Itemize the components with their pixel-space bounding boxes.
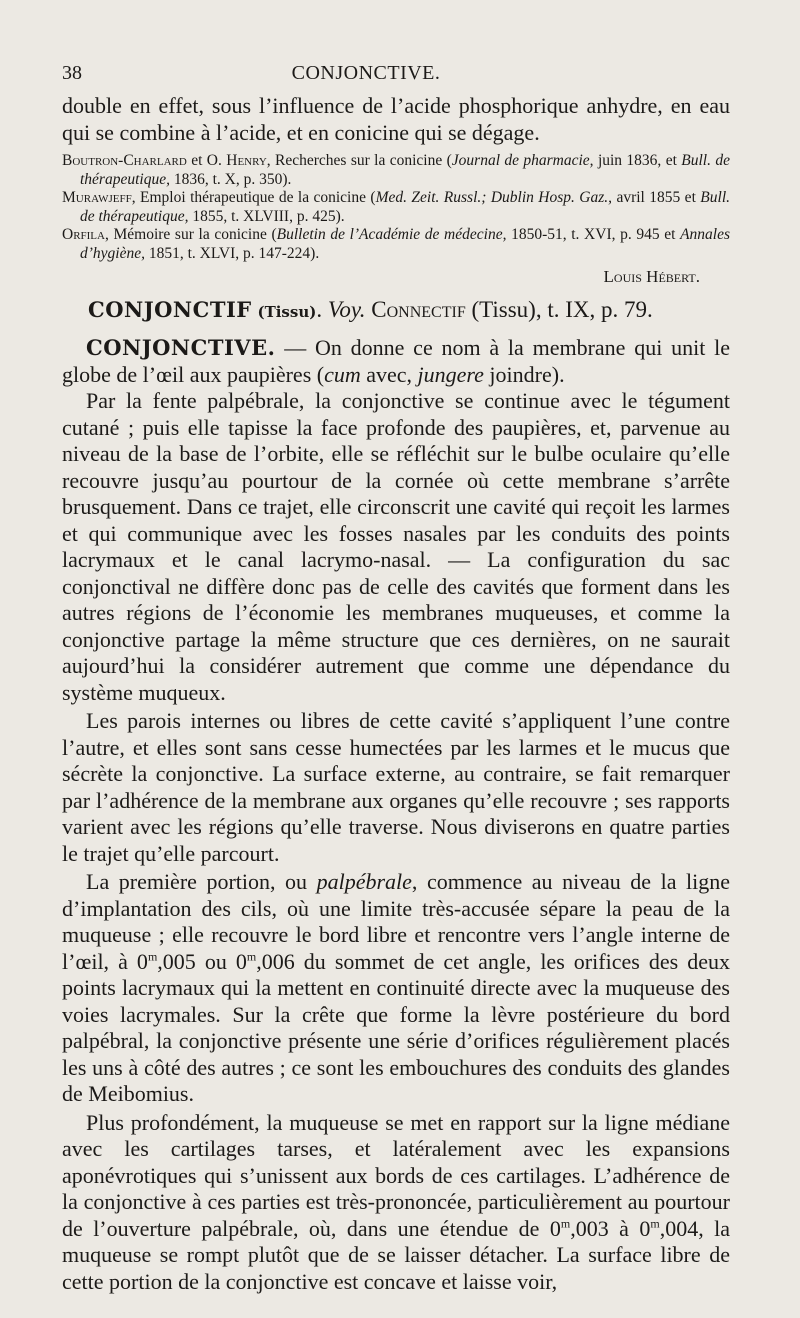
page-number: 38	[62, 62, 82, 84]
entry-headword: CONJONCTIVE.	[86, 335, 276, 360]
reference-item: Boutron-Charlard et O. Henry, Recherches sur la conicine (Journal de pharmacie, juin 1836, et Bull. de thérapeutique, 1836, t. X, p. 350).	[62, 152, 730, 188]
intro-paragraph: double en effet, sous l’influence de l’acide phosphorique anhydre, en eau qui se combine à l’acide, et en conicine qui se dégage.	[62, 93, 730, 145]
running-title: CONJONCTIVE.	[291, 62, 441, 84]
reference-item: Orfila, Mémoire sur la conicine (Bulletin de l’Académie de médecine, 1850-51, t. XVI, p. 945 et Annales d’hygiène, 1851, t. XLVI, p. 147-224).	[62, 226, 731, 262]
cross-reference-entry: CONJONCTIF (Tissu). Voy. Connectif (Tissu), t. IX, p. 79.	[88, 297, 653, 322]
page-header	[62, 62, 730, 85]
paragraph-3: La première portion, ou palpébrale, commence au niveau de la ligne d’implantation des cils, où une limite très-accusée sépare la peau de la muqueuse ; elle recouvre le bord libre et rencontre vers l’angle interne de l’œil, à 0$^m$,005 ou 0$^m$,006 du sommet de cet angle, les orifices des deux points lacrymaux qui la mettent en continuité directe avec la muqueuse des voies lacrymales. Sur la crête que forme la lèvre postérieure du bord palpébral, la conjonctive présente une série d’orifices régulièrement placés les uns à côté des autres ; ce sont les embouchures des conduits des glandes de Meibomius.	[62, 869, 730, 1106]
author-signature: Louis Hébert.	[603, 267, 700, 286]
entry-definition: CONJONCTIVE. — On donne ce nom à la membrane qui unit le globe de l’œil aux paupières (cum avec, jungere joindre).	[62, 335, 730, 387]
cross-reference-link: Connectif	[371, 297, 466, 322]
reference-item: Murawjeff, Emploi thérapeutique de la conicine (Med. Zeit. Russl.; Dublin Hosp. Gaz., avril 1855 et Bull. de thérapeutique, 1855, t. XLVIII, p. 425).	[62, 189, 731, 225]
bibliography	[62, 152, 730, 263]
paragraph-2: Les parois internes ou libres de cette cavité s’appliquent l’une contre l’autre, et elles sont sans cesse humectées par les larmes et le mucus que sécrète la conjonctive. La surface externe, au contraire, se fait remarquer par l’adhérence de la membrane aux organes qu’elle recouvre ; ses rapports varient avec les régions qu’elle traverse. Nous diviserons en quatre parties le trajet qu’elle parcourt.	[62, 708, 730, 866]
entry-headword: CONJONCTIF	[88, 297, 252, 322]
paragraph-4: Plus profondément, la muqueuse se met en rapport sur la ligne médiane avec les cartilages tarses, et latéralement avec les expansions aponévrotiques qui s’unissent aux bords de ces cartilages. L’adhérence de la conjonctive à ces parties est très-prononcée, particulièrement au pourtour de l’ouverture palpébrale, où, dans une étendue de 0$^m$,003 à 0$^m$,004, la muqueuse se rompt plutôt que de se laisser détacher. La surface libre de cette portion de la conjonctive est concave et laisse voir,	[62, 1109, 730, 1294]
paragraph-1: Par la fente palpébrale, la conjonctive se continue avec le tégument cutané ; puis elle tapisse la face profonde des paupières, et, parvenue au niveau de la base de l’orbite, elle se réfléchit sur le bulbe oculaire qu’elle recouvre jusqu’au pourtour de la cornée où cette membrane s’arrête brusquement. Dans ce trajet, elle circonscrit une cavité qui reçoit les larmes et qui communique avec les fosses nasales par les conduits des points lacrymaux et le canal lacrymo-nasal. — La configuration du sac conjonctival ne diffère donc pas de celle des cavités que forment dans les autres régions de l’économie les membranes muqueuses, et comme la conjonctive partage la même structure que ces dernières, on ne saurait aujourd’hui la considérer autrement que comme une dépendance du système muqueux.	[62, 388, 730, 705]
